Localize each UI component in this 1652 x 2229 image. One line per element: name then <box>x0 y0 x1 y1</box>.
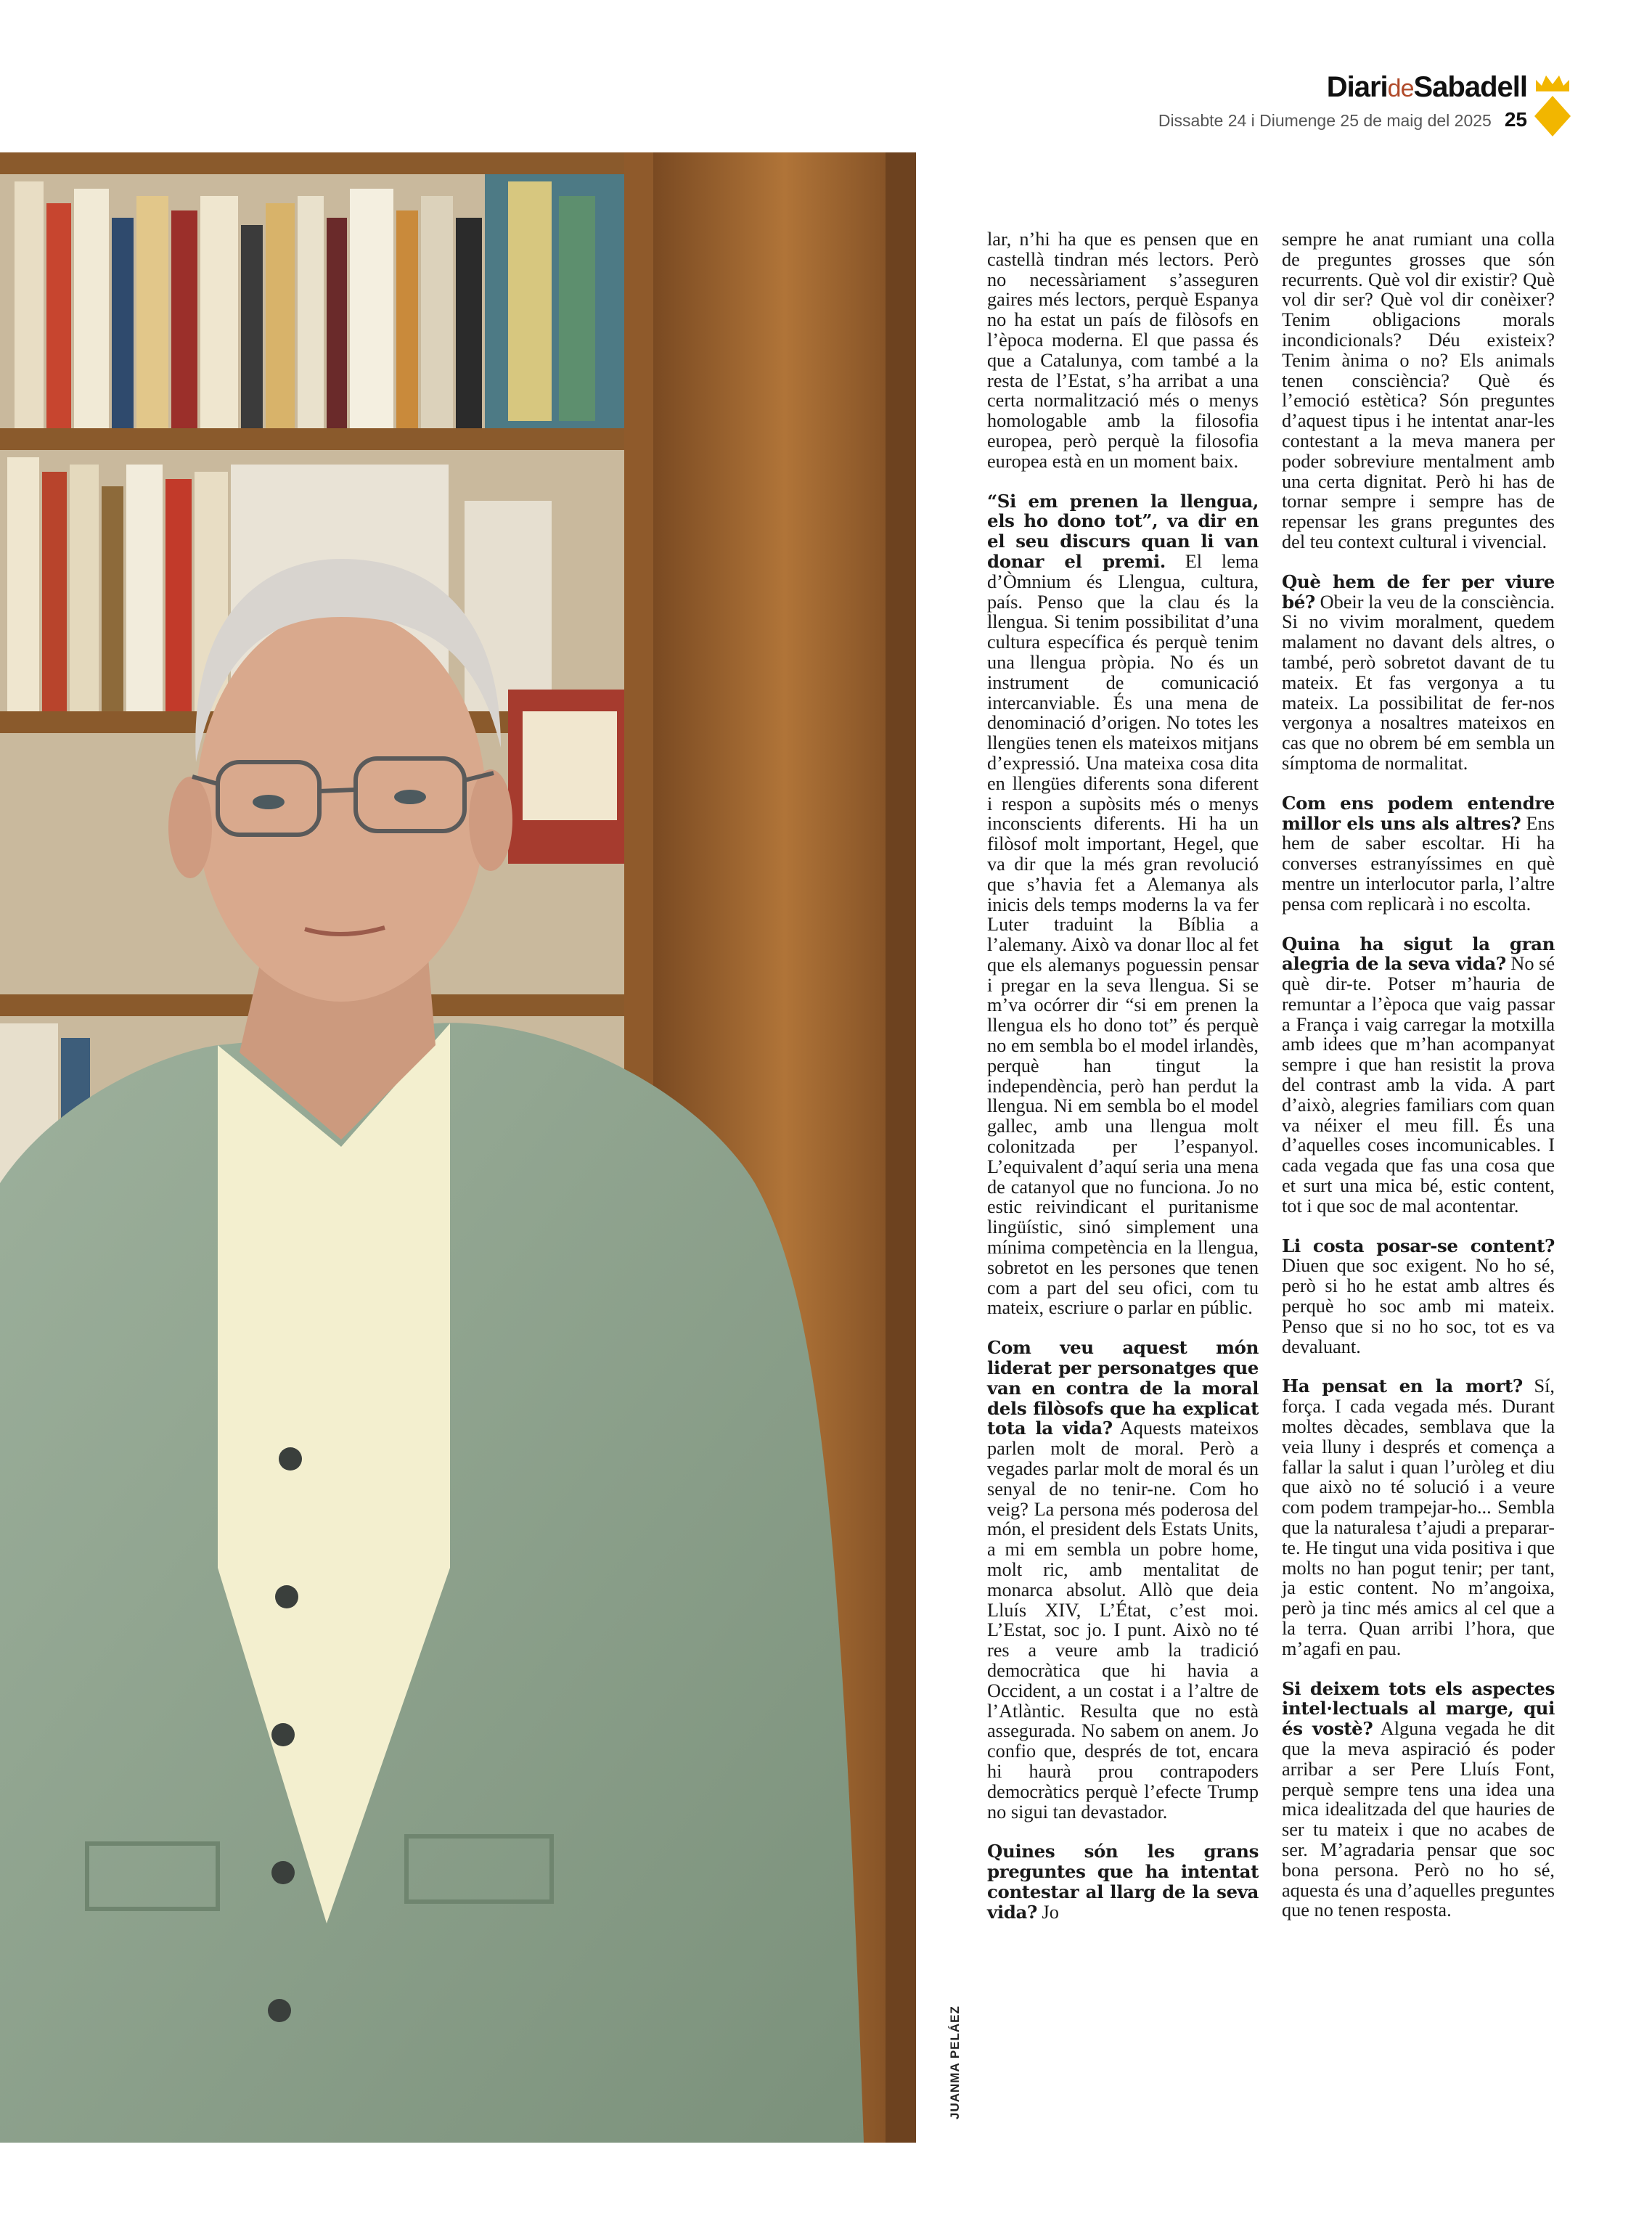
interview-answer: Li costa posar-se content? Diuen que soc exigent. No ho sé, però si ho he estat amb altres és perquè ho soc amb mi mateix. Penso que si no ho soc, tot es va devaluant. <box>1282 1235 1555 1357</box>
issue-date: Dissabte 24 i Diumenge 25 de maig del 2025 <box>1158 111 1492 130</box>
photo-credit-text: JUANMA PELÁEZ <box>948 2005 962 2119</box>
interview-answer: Com veu aquest món liderat per personatges que van en contra de la moral dels filòsofs que ha explicat tota la vida? Aquests mateixos parlen molt de moral. Però a vegades parlar molt de moral és un senyal de no tenir-ne. Com ho veig? La persona més poderosa del món, el president dels Estats Units, a mi em sembla un pobre home, molt ric, amb mentalitat de monarca absolut. Allò que deia Lluís XIV, L’État, c’est moi. L’Estat, soc jo. I punt. Això no té res a veure amb la tradició democràtica que hi havia a Occident, a un costat i a l’altre de l’Atlàntic. Resulta que no està assegurada. No sabem on anem. Jo confio que, després de tot, encara hi haurà prou contrapoders democràtics perquè l’efecte Trump no sigui tan devastador. <box>987 1337 1259 1823</box>
interview-answer: Quina ha sigut la gran alegria de la seva vida? No sé què dir-te. Potser m’hauria de remuntar a l’època que vaig passar a França i vaig carregar la motxilla amb idees que m’han acompanyat sempre i que han resistit la prova del contrast amb la vida. A part d’això, alegries familiars com quan va néixer el meu fill. És una d’aquelles coses incomunicables. I cada vegada que fas una cosa que et surt una mica bé, estic content, tot i que soc de mal acontentar. <box>1282 933 1555 1216</box>
brand-sabadell: Sabadell <box>1413 71 1527 103</box>
city-shield-icon <box>1532 70 1574 138</box>
article-column-1 <box>987 229 1259 1942</box>
interview-question: Com veu aquest món liderat per personatges que van en contra de la moral dels filòsofs que ha explicat tota la vida? <box>987 1337 1259 1439</box>
brand-diari: Diari <box>1326 71 1388 103</box>
interview-answer: Si deixem tots els aspectes intel·lectuals al marge, qui és vostè? Alguna vegada he dit que la meva aspiració és poder arribar a ser Pere Lluís Font, perquè sempre tens una idea una mica idealitzada del que hauries de ser tu mateix i que no acabes de ser. M’agradaria pensar que soc bona persona. Però no ho sé, aquesta és una d’aquelles preguntes que no tenen resposta. <box>1282 1677 1555 1921</box>
interview-answer: Ha pensat en la mort? Sí, força. I cada vegada més. Durant moltes dècades, semblava que la veia lluny i després et comença a fallar la salut i quan l’uròleg et diu que això no té solució i a veure com podem trampejar-ho... Sembla que la naturalesa t’ajudi a preparar-te. He tingut una vida positiva i que molts no han pogut tenir; per tant, ja estic content. No m’angoixa, però ja tinc més amics al cel que a la terra. Quan arribi l’hora, que m’agafi en pau. <box>1282 1375 1555 1659</box>
interview-question: Si deixem tots els aspectes intel·lectuals al marge, qui és vostè? <box>1282 1677 1555 1740</box>
paragraph: sempre he anat rumiant una colla de preguntes grosses que són recurrents. Què vol dir existir? Què vol dir ser? Què vol dir conèixer? Tenim obligacions morals incondicionals? Déu existeix? Tenim ànima o no? Els animals tenen consciència? Què és l’emoció estètica? Són preguntes d’aquest tipus i he intentat anar-les contestant a la meva manera per poder sobreviure mentalment amb una certa dignitat. Però hi has de tornar sempre i sempre has de repensar les grans preguntes des del teu context cultural i vivencial. <box>1282 229 1555 552</box>
interview-answer: Quines són les grans preguntes que ha intentat contestar al llarg de la seva vida? Jo <box>987 1841 1259 1923</box>
dateline <box>1150 110 1527 130</box>
interview-question: Quina ha sigut la gran alegria de la seva vida? <box>1282 933 1555 975</box>
interview-answer: Què hem de fer per viure bé? Obeir la veu de la consciència. Si no vivim moralment, quedem malament no davant dels altres, o també, però sobretot davant de tu mateix. Et fas vergonya a tu mateix. La possibilitat de fer-nos vergonya a nosaltres mateixos en cas que no obrem bé em sembla un símptoma de normalitat. <box>1282 570 1555 774</box>
interview-question: Com ens podem entendre millor els uns als altres? <box>1282 792 1555 834</box>
interview-answer: “Si em prenen la llengua, els ho dono tot”, va dir en el seu discurs quan li van donar el premi. El lema d’Òmnium és Llengua, cultura, país. Penso que la clau és la llengua. Si tenim possibilitat d’una cultura específica és perquè tenim una llengua pròpia. No és un instrument de comunicació intercanviable. És una mena de denominació d’origen. No totes les llengües tenen els mateixos mitjans d’expressió. Una mateixa cosa dita en llengües diferents sona diferent i respon a supòsits més o menys inconscients diferents. Hi ha un filòsof molt important, Hegel, que va dir que la més gran revolució que s’havia fet a Alemanya als inicis dels temps moderns la va fer Luter traduint la Bíblia a l’alemany. Això va donar lloc al fet que els alemanys poguessin pensar i pregar en la seva llengua. Si se m’va ocórrer dir “si em prenen la llengua els ho dono tot” és perquè no em sembla bo el model irlandès, perquè han tingut la independència, però han perdut la llengua. Ni em sembla bo el model gallec, amb una llengua molt colonitzada per l’espanyol. L’equivalent d’aquí seria una mena de catanyol que no funciona. Jo no estic reivindicant el puritanisme lingüístic, sinó simplement una mínima competència en la llengua, sobretot en les persones que tenen com a part del seu ofici, com tu mateix, escriure o parlar en públic. <box>987 490 1259 1319</box>
interview-answer: Com ens podem entendre millor els uns als altres? Ens hem de saber escoltar. Hi ha converses estranyíssimes en què mentre un interlocutor parla, l’altre pensa com replicarà i no escolta. <box>1282 792 1555 915</box>
interview-question: “Si em prenen la llengua, els ho dono tot”, va dir en el seu discurs quan li van donar el premi. <box>987 490 1259 572</box>
interview-question: Quines són les grans preguntes que ha intentat contestar al llarg de la seva vida? <box>987 1841 1259 1923</box>
interview-question: Ha pensat en la mort? <box>1282 1375 1523 1397</box>
article-column-2 <box>1282 229 1555 1940</box>
face <box>196 610 486 1002</box>
newspaper-logo[interactable] <box>1150 73 1527 103</box>
brand-de: de <box>1387 75 1414 102</box>
paragraph: lar, n’hi ha que es pensen que en castellà tindran més lectors. Però no necessàriament s’asseguren gaires més lectors, perquè Espanya no ha estat un país de filòsofs en l’època moderna. El que passa és que a Catalunya, com també a la resta de l’Estat, s’ha arribat a una certa normalització més o menys homologable amb la filosofia europea, però perquè la filosofia europea està en un moment baix. <box>987 229 1259 472</box>
photo-credit <box>948 2005 970 2119</box>
masthead <box>1150 71 1527 131</box>
interview-question: Li costa posar-se content? <box>1282 1235 1555 1256</box>
interview-question: Què hem de fer per viure bé? <box>1282 570 1555 613</box>
page-number: 25 <box>1504 108 1527 131</box>
portrait-photo <box>0 152 916 2143</box>
